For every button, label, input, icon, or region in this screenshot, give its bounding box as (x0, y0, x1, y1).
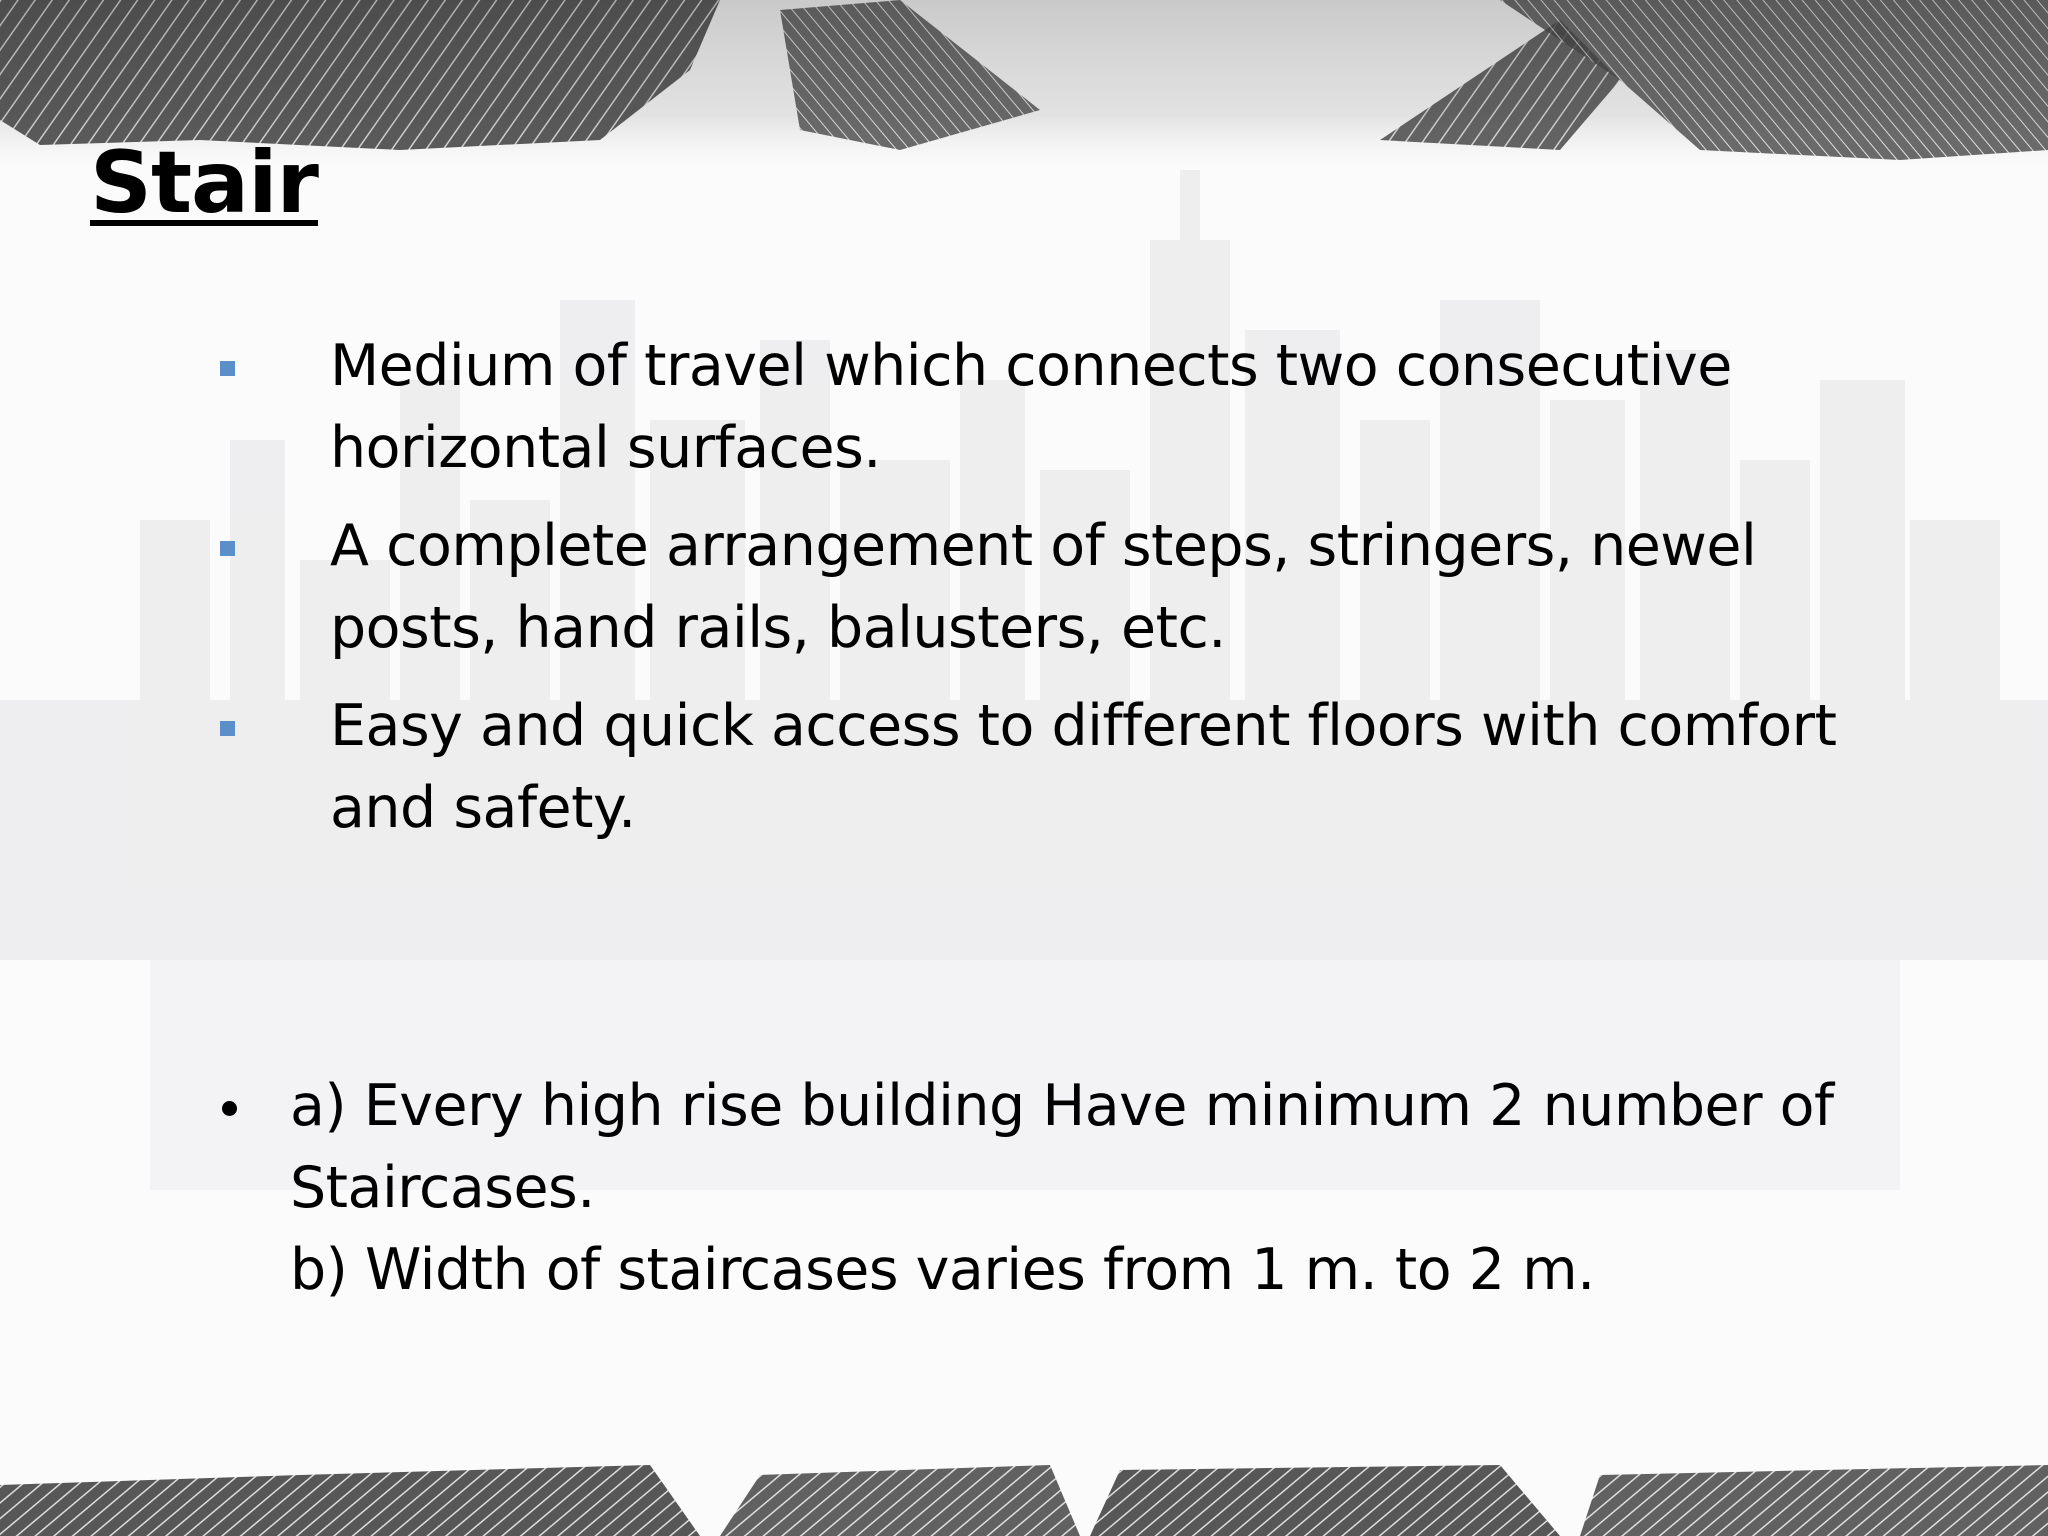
note-line-a-cont: Staircases. (290, 1155, 595, 1221)
note-line-b: b) Width of staircases varies from 1 m. to 2 m. (290, 1237, 1595, 1303)
slide-title: Stair (90, 133, 318, 233)
list-item-line: posts, hand rails, balusters, etc. (330, 595, 1226, 661)
list-item-line: Medium of travel which connects two consecutive (330, 333, 1732, 399)
round-bullet-icon (222, 1101, 237, 1116)
list-item (210, 505, 1850, 669)
staircase-note (210, 1065, 1850, 1311)
grunge-bottom-border (0, 1455, 2048, 1536)
square-bullet-icon (220, 361, 235, 376)
list-item-line: horizontal surfaces. (330, 415, 881, 481)
list-item-line: and safety. (330, 775, 636, 841)
square-bullet-icon (220, 541, 235, 556)
list-item (210, 685, 1850, 849)
list-item-line: Easy and quick access to different floors with comfort (330, 693, 1837, 759)
list-item-line: A complete arrangement of steps, stringers, newel (330, 513, 1757, 579)
note-line-a: a) Every high rise building Have minimum 2 number of (290, 1073, 1834, 1139)
definition-list (210, 325, 1850, 865)
square-bullet-icon (220, 721, 235, 736)
list-item (210, 325, 1850, 489)
